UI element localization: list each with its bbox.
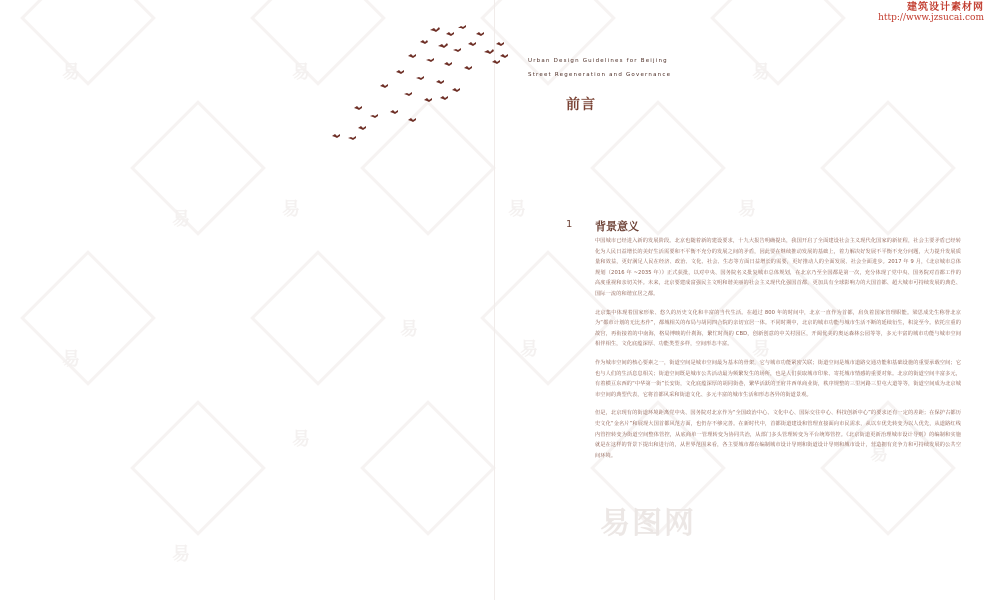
- document-subtitle: [528, 54, 671, 82]
- subtitle-line-2: Street Regeneration and Governance: [528, 72, 672, 78]
- section-number: 1: [566, 219, 573, 230]
- subtitle-line-1: Urban Design Guidelines for Beijing: [528, 58, 668, 64]
- document-spread: 易 易 易 易 易 易 易 易 易 易 易 易 易 易 易图网 建筑设计素材网 http://www.jzsucai.com Urban Design Guidelines for Beijing Street Regeneration and Governance 前言 1 背景意义 中国城市已经进入新的发展阶段。北京也随着新的建设要求，十九大报告明确提出，我国开启了全面建设社会主义现代化国家的新征程，社会主要矛盾已经转化为人民日益增长的美好生活需要和不平衡不充分的发展之间的矛盾，因此要在继续推动发展的基础上，着力解决好发展不平衡不充分问题，大力提升发展质量和效益，更好满足人民在经济、政治、文化、社会、生态等方面日益增长的需要，更好推动人的全面发展、社会全面进步。2017 年 9 月，《北京城市总体规划（2016 年 ~2035 年）》正式获批，以对中央、国务院名义批复城市总体规划，在北京乃至全国都是第一次，充分体现了党中央、国务院对首都工作的高度重视和亲切关怀。未来，北京要建成富强民主文明和谐美丽的社会主义现代化强国首都，更加具有全球影响力的大国首都、超大城市可持续发展的典范、国际一流的和谐宜居之都。 北京集中体现着国家形象、悠久的历史文化和丰富的当代生活。在超过 800 年的时间中，北京一直作为首都，肩负着国家管理职能。梁思成先生称誉北京为“都市计划的无比杰作”，都城相关的布局与胡同四合院的亲切宜居一体。不同时期中，北京的城市功能与城市生活不断的延续衍生，积淀至今。依托庄重的故宫，再衔接着的中南海，格局博映的什刹海，繁忙时尚的 CBD，创新创意的中关村园区，开阔优美的奥运森林公园等等，多元丰富的城市功能与城市空间相伴相生，文化底蕴深厚、功能类型多样，空间形态丰富。 作为城市空间的核心要素之一，街道空间是城市空间最为基本的骨架，它与城市功能紧密关联；街道空间是城市道路交通功能和基础设施的重要承载空间；它也与人们的生活息息相关；街道空间既是城市公共活动最为频繁发生的场所，也是人们获取城市印象、寄托城市情感的重要对象。北京的街道空间丰富多元，有着横亘东西的“中华第一街”长安街，文化底蕴深厚的胡同街巷，繁华活跃的王府井西单商业街，秩序规整的三里河路三里屯大道等等，街道空间成为北京城市空间的典型代表，它将首都风采和街道文化、多元丰富的城市生活和形态各异的街道景观。 但是，北京现有的街道环境距离党中央、国务院对北京作为“全国政治中心、文化中心、国际交往中心、科技创新中心”的要求还有一定的差距；在保护古都历史文化“金名片”和展现大国首都风范方面，也仍存不够完善。在新时代中，首都街道建设和管理直接面向市民需求，从以车优先转变为以人优先，从道路红线内管控转变为街道空间整体管控，从底商单一管理转变为协同共治，从部门多头管理转变为平台统筹管控。《北京街道更新治理城市设计导则》的编制和实施就是在这样的背景下提出和进行的，从世界范围来看，各主要城市都在编制城市设计导则和街道设计导则和城市设计，营造拥有竞争力和可持续发展的公共空间环境。: [0, 0, 990, 600]
- section-body: [595, 236, 961, 469]
- site-url: http://www.jzsucai.com: [878, 13, 984, 23]
- paragraph: 中国城市已经进入新的发展阶段。北京也随着新的建设要求，十九大报告明确提出，我国开启了全面建设社会主义现代化国家的新征程，社会主要矛盾已经转化为人民日益增长的美好生活需要和不平衡不充分的发展之间的矛盾，因此要在继续推动发展的基础上，着力解决好发展不平衡不充分问题，大力提升发展质量和效益，更好满足人民在经济、政治、文化、社会、生态等方面日益增长的需要，更好推动人的全面发展、社会全面进步。2017 年 9 月，《北京城市总体规划（2016 年 ~2035 年）》正式获批，以对中央、国务院名义批复城市总体规划，在北京乃至全国都是第一次，充分体现了党中央、国务院对首都工作的高度重视和亲切关怀。未来，北京要建成富强民主文明和谐美丽的社会主义现代化强国首都，更加具有全球影响力的大国首都、超大城市可持续发展的典范、国际一流的和谐宜居之都。: [595, 238, 961, 297]
- paragraph: 但是，北京现有的街道环境距离党中央、国务院对北京作为“全国政治中心、文化中心、国际交往中心、科技创新中心”的要求还有一定的差距；在保护古都历史文化“金名片”和展现大国首都风范方面，也仍存不够完善。在新时代中，首都街道建设和管理直接面向市民需求，从以车优先转变为以人优先，从道路红线内管控转变为街道空间整体管控，从底商单一管理转变为协同共治，从部门多头管理转变为平台统筹管控。《北京街道更新治理城市设计导则》的编制和实施就是在这样的背景下提出和进行的，从世界范围来看，各主要城市都在编制城市设计导则和街道设计导则和城市设计，营造拥有竞争力和可持续发展的公共空间环境。: [595, 410, 961, 459]
- paragraph: 北京集中体现着国家形象、悠久的历史文化和丰富的当代生活。在超过 800 年的时间中，北京一直作为首都，肩负着国家管理职能。梁思成先生称誉北京为“都市计划的无比杰作”，都城相关的布局与胡同四合院的亲切宜居一体。不同时期中，北京的城市功能与城市生活不断的延续衍生，积淀至今。依托庄重的故宫，再衔接着的中南海，格局博映的什刹海，繁忙时尚的 CBD，创新创意的中关村园区，开阔优美的奥运森林公园等等，多元丰富的城市功能与城市空间相伴相生，文化底蕴深厚、功能类型多样，空间形态丰富。: [595, 309, 961, 348]
- paragraph: 作为城市空间的核心要素之一，街道空间是城市空间最为基本的骨架，它与城市功能紧密关联；街道空间是城市道路交通功能和基础设施的重要承载空间；它也与人们的生活息息相关；街道空间既是城市公共活动最为频繁发生的场所，也是人们获取城市印象、寄托城市情感的重要对象。北京的街道空间丰富多元，有着横亘东西的“中华第一街”长安街，文化底蕴深厚的胡同街巷，繁华活跃的王府井西单商业街，秩序规整的三里河路三里屯大道等等，街道空间成为北京城市空间的典型代表，它将首都风采和街道文化、多元丰富的城市生活和形态各异的街道景观。: [595, 359, 961, 398]
- section-title: 背景意义: [595, 220, 639, 233]
- site-name: 建筑设计素材网: [907, 2, 984, 13]
- site-watermark: [878, 2, 984, 24]
- birds-illustration: [320, 20, 540, 150]
- preface-title: 前言: [566, 97, 596, 113]
